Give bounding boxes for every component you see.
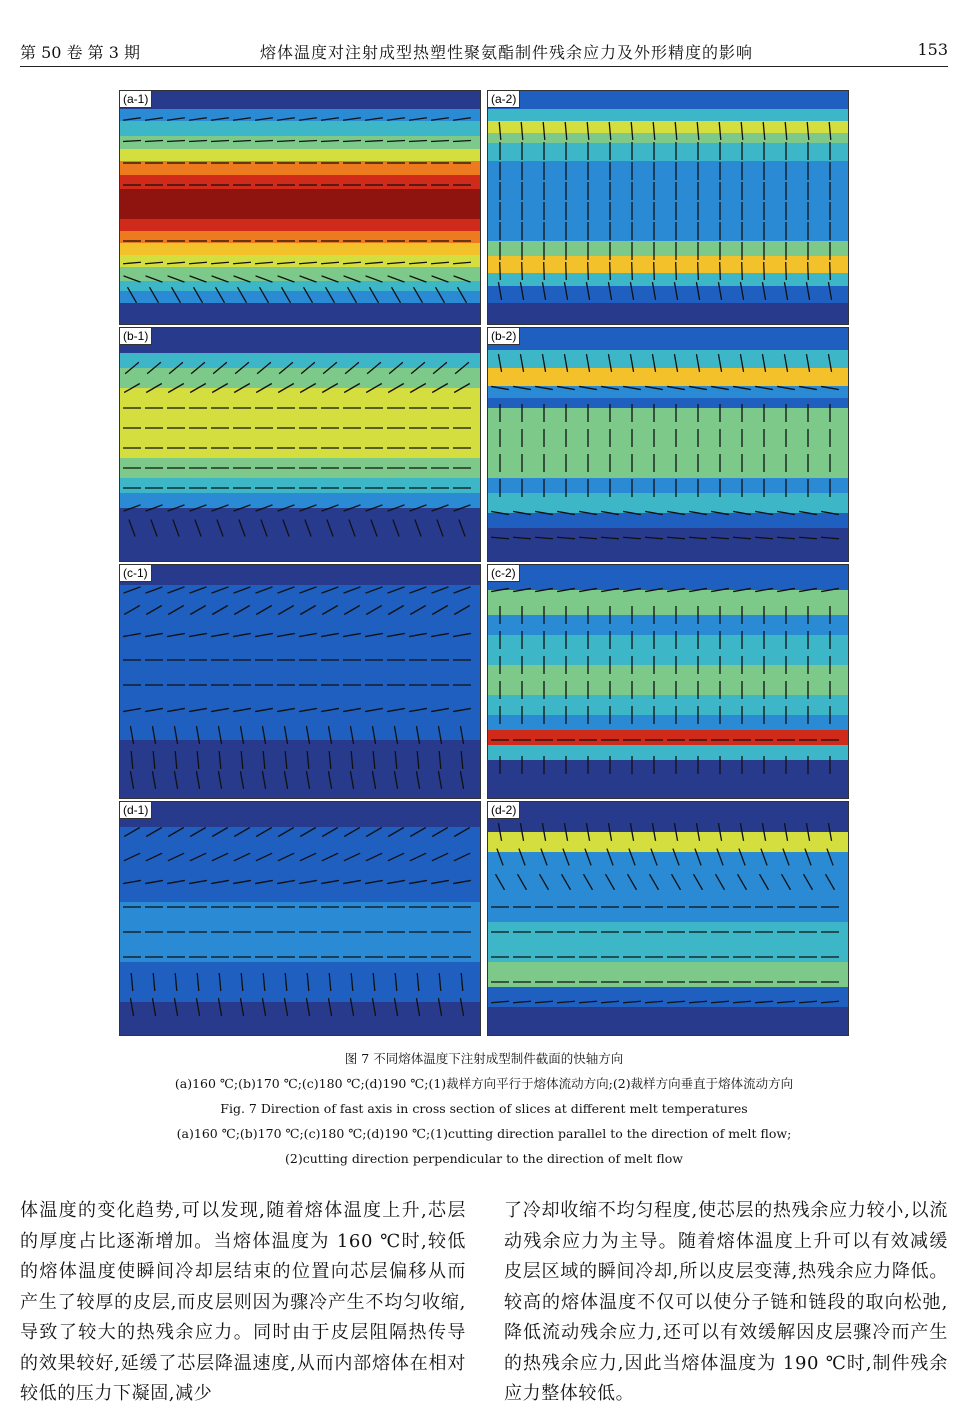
figure-panel-a1 — [119, 90, 481, 325]
colour-band — [488, 256, 848, 273]
colour-band — [488, 513, 848, 528]
colour-band — [488, 273, 848, 286]
figure-caption-cn-title: 图 7 不同熔体温度下注射成型制件截面的快轴方向 — [344, 1051, 624, 1066]
colour-band — [120, 740, 480, 760]
colour-band — [488, 832, 848, 852]
running-title: 熔体温度对注射成型热塑性聚氨酯制件残余应力及外形精度的影响 — [260, 43, 754, 62]
colour-band — [488, 91, 848, 109]
colour-band — [120, 91, 480, 109]
panel-label: (c-2) — [488, 565, 520, 582]
colour-band — [488, 408, 848, 478]
colour-band — [488, 615, 848, 635]
fast-axis-map — [488, 802, 848, 1035]
figure-caption-en-sub2: (2)cutting direction perpendicular to the direction of melt flow — [285, 1151, 683, 1166]
colour-band — [488, 590, 848, 615]
colour-band — [488, 635, 848, 665]
panel-label: (a-1) — [120, 91, 152, 108]
colour-band — [488, 133, 848, 143]
fast-axis-arrow — [654, 262, 655, 280]
colour-band — [120, 508, 480, 561]
colour-band — [120, 303, 480, 324]
colour-band — [488, 286, 848, 303]
colour-band — [120, 1002, 480, 1035]
fast-axis-arrow — [588, 262, 589, 280]
fast-axis-arrow — [720, 262, 721, 280]
fast-axis-map — [120, 328, 480, 561]
fast-axis-arrow — [500, 262, 501, 280]
fast-axis-map — [488, 91, 848, 324]
panel-label: (c-1) — [120, 565, 152, 582]
colour-band — [120, 802, 480, 827]
colour-band — [120, 328, 480, 353]
colour-band — [488, 745, 848, 760]
colour-band — [488, 241, 848, 256]
colour-band — [120, 189, 480, 219]
colour-band — [120, 827, 480, 862]
fast-axis-arrow — [676, 262, 677, 280]
panel-label: (b-2) — [488, 328, 520, 345]
colour-band — [488, 143, 848, 161]
figure-panel-a2 — [487, 90, 849, 325]
fast-axis-arrow — [544, 262, 545, 280]
panel-label: (d-2) — [488, 802, 520, 819]
fast-axis-arrow — [808, 262, 809, 280]
colour-band — [120, 368, 480, 388]
fast-axis-arrow — [830, 262, 831, 280]
colour-band — [120, 565, 480, 585]
colour-band — [488, 368, 848, 386]
colour-band — [488, 922, 848, 962]
colour-band — [120, 760, 480, 798]
fast-axis-map — [488, 565, 848, 798]
panel-label: (b-1) — [120, 328, 152, 345]
body-text-left-column: 体温度的变化趋势,可以发现,随着熔体温度上升,芯层的厚度占比逐渐增加。当熔体温度为 160 ℃时,较低的熔体温度使瞬间冷却层结束的位置向芯层偏移从而产生了较厚的皮层,而皮层则因为骤冷产生不均匀收缩,导致了较大的热残余应力。同时由于皮层阻隔热传导的效果较好,延缓了芯层降温速度,从而内部熔体在相对较低的压力下凝固,减少 — [20, 1200, 466, 1404]
colour-band — [120, 243, 480, 255]
figure-panel-b1 — [119, 327, 481, 562]
colour-band — [120, 149, 480, 161]
fast-axis-arrow — [698, 262, 699, 280]
journal-volume-issue: 第 50 卷 第 3 期 — [20, 43, 140, 62]
colour-band — [488, 852, 848, 867]
figure-caption-cn-sub: (a)160 ℃;(b)170 ℃;(c)180 ℃;(d)190 ℃;(1)裁样方向平行于熔体流动方向;(2)裁样方向垂直于熔体流动方向 — [174, 1076, 794, 1091]
colour-band — [488, 730, 848, 745]
colour-band — [488, 987, 848, 1007]
page-number: 153 — [917, 40, 948, 59]
colour-band — [120, 136, 480, 149]
colour-band — [488, 665, 848, 695]
colour-band — [488, 760, 848, 798]
colour-band — [488, 1007, 848, 1035]
colour-band — [120, 255, 480, 267]
colour-band — [120, 478, 480, 493]
colour-band — [488, 109, 848, 121]
fast-axis-arrow — [632, 262, 633, 280]
figure-panel-d2 — [487, 801, 849, 1036]
colour-band — [120, 121, 480, 136]
fast-axis-map — [120, 91, 480, 324]
colour-band — [488, 121, 848, 133]
colour-band — [488, 802, 848, 832]
colour-band — [488, 201, 848, 241]
colour-band — [488, 161, 848, 201]
fast-axis-arrow — [610, 262, 611, 280]
colour-band — [488, 478, 848, 493]
panel-label: (a-2) — [488, 91, 520, 108]
figure-caption-en-sub1: (a)160 ℃;(b)170 ℃;(c)180 ℃;(d)190 ℃;(1)cutting direction parallel to the direction of melt flow; — [176, 1126, 792, 1141]
colour-band — [120, 353, 480, 368]
colour-band — [488, 962, 848, 987]
colour-band — [120, 219, 480, 231]
fast-axis-map — [488, 328, 848, 561]
colour-band — [488, 867, 848, 922]
fast-axis-map — [120, 565, 480, 798]
colour-band — [488, 303, 848, 324]
fast-axis-map — [120, 802, 480, 1035]
colour-band — [120, 175, 480, 189]
figure-panel-c1 — [119, 564, 481, 799]
figure-caption-en-title: Fig. 7 Direction of fast axis in cross section of slices at different melt temperatures — [220, 1101, 748, 1116]
colour-band — [488, 565, 848, 590]
fast-axis-arrow — [742, 262, 743, 280]
colour-band — [488, 695, 848, 715]
colour-band — [488, 350, 848, 368]
fast-axis-arrow — [786, 262, 787, 280]
colour-band — [488, 493, 848, 513]
colour-band — [488, 528, 848, 561]
colour-band — [488, 398, 848, 408]
figure-panel-c2 — [487, 564, 849, 799]
running-header — [20, 36, 948, 67]
colour-band — [488, 715, 848, 730]
figure-panel-d1 — [119, 801, 481, 1036]
fast-axis-arrow — [764, 262, 765, 280]
colour-band — [488, 328, 848, 350]
fast-axis-arrow — [566, 262, 567, 280]
colour-band — [120, 685, 480, 740]
body-text-right-column: 了冷却收缩不均匀程度,使芯层的热残余应力较小,以流动残余应力为主导。随着熔体温度上升可以有效减缓皮层区域的瞬间冷却,所以皮层变薄,热残余应力降低。较高的熔体温度不仅可以使分子链和链段的取向松弛,降低流动残余应力,还可以有效缓解因皮层骤冷而产生的热残余应力,因此当熔体温度为 190 ℃时,制件残余应力整体较低。 — [504, 1200, 948, 1404]
panel-label: (d-1) — [120, 802, 152, 819]
fast-axis-arrow — [522, 262, 523, 280]
figure-panel-b2 — [487, 327, 849, 562]
colour-band — [120, 962, 480, 1002]
